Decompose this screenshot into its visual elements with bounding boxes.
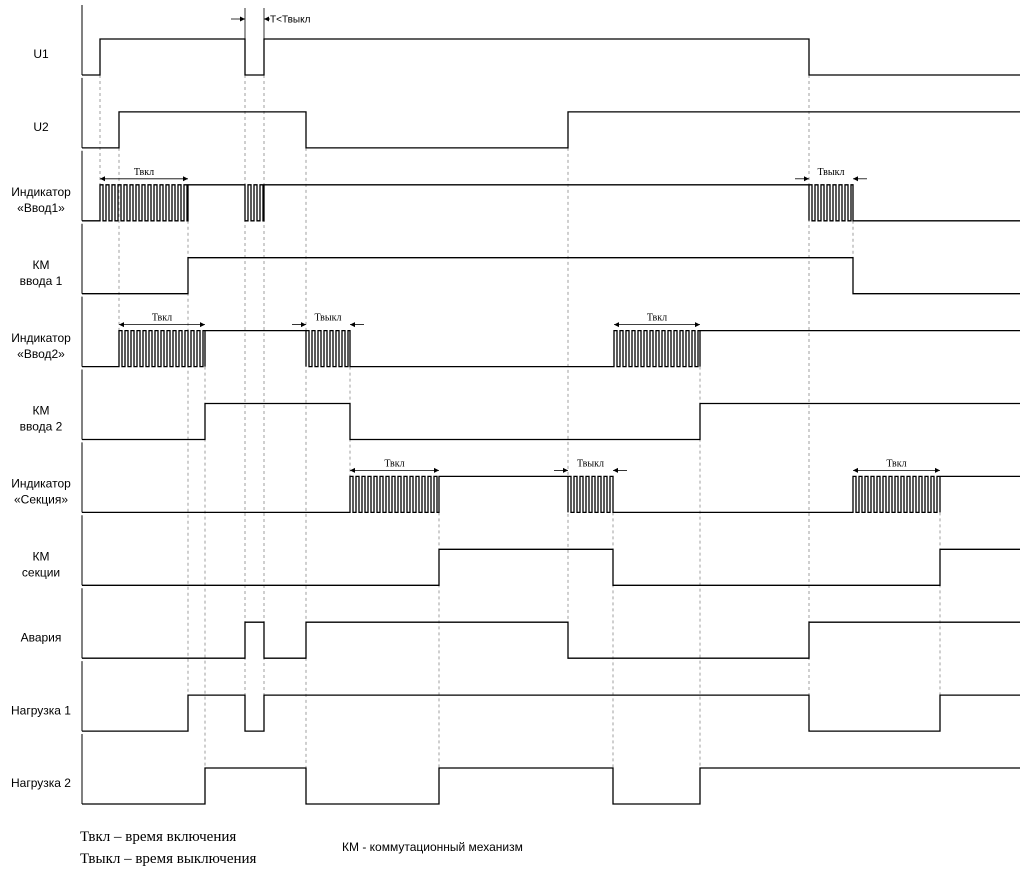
timing-annotation-2: [119, 313, 205, 328]
signal-label-line: секции: [21, 565, 61, 580]
signal-label-line: Нагрузка 2: [11, 776, 71, 791]
signal-row-8: [21, 588, 1020, 658]
timing-annotation-4: [614, 313, 700, 328]
signal-label-line: ввода 2: [19, 419, 63, 434]
arrowhead: [264, 17, 269, 22]
signal-row-6: [11, 442, 1020, 512]
signal-row-2: [11, 151, 1020, 221]
timing-annotation-label: Твыкл: [817, 166, 845, 178]
arrowhead: [614, 322, 619, 327]
timing-annotation-label: Твкл: [384, 458, 405, 470]
legend-toff: Твыкл – время выключения: [80, 851, 257, 867]
signal-label-line: «Ввод1»: [17, 200, 65, 215]
signal-row-10: [11, 734, 1020, 804]
arrowhead: [563, 468, 568, 473]
signal-label-line: Индикатор: [11, 476, 71, 491]
signal-waveform: [82, 404, 1020, 440]
signal-label-line: Индикатор: [11, 330, 71, 345]
signal-label-line: Индикатор: [11, 184, 71, 199]
signal-waveform: [82, 258, 1020, 294]
timing-annotation-1: [795, 167, 867, 182]
signal-row-9: [11, 661, 1020, 731]
arrowhead: [350, 322, 355, 327]
signal-row-3: [20, 224, 1020, 294]
signal-row-0: [33, 5, 1020, 75]
top-annotation-label: T<Твыкл: [270, 14, 311, 26]
signal-waveform: [82, 112, 1020, 148]
signal-waveform: [82, 185, 1020, 221]
arrowhead: [100, 176, 105, 181]
arrowhead: [853, 176, 858, 181]
arrowhead: [804, 176, 809, 181]
timing-annotation-label: Твыкл: [314, 312, 342, 324]
arrowhead: [613, 468, 618, 473]
signal-row-4: [11, 297, 1020, 367]
timing-annotation-3: [292, 313, 364, 328]
timing-annotation-7: [853, 458, 940, 473]
signal-waveform: [82, 39, 1020, 75]
signal-label-line: «Ввод2»: [17, 346, 65, 361]
signal-waveform: [82, 768, 1020, 804]
signal-waveform: [82, 331, 1020, 367]
signal-waveform: [82, 622, 1020, 658]
arrowhead: [119, 322, 124, 327]
signal-label-line: U2: [33, 120, 49, 135]
timing-annotation-0: [100, 167, 188, 182]
arrowhead: [200, 322, 205, 327]
timing-annotation-label: Твкл: [133, 166, 155, 178]
arrowhead: [240, 17, 245, 22]
arrowhead: [350, 468, 355, 473]
signal-label-line: КМ: [32, 257, 50, 272]
signal-rows: [11, 5, 1020, 804]
arrowhead: [935, 468, 940, 473]
legend-km-note: КМ - коммутационный механизм: [342, 840, 523, 854]
signal-label-line: U1: [33, 47, 49, 62]
signal-row-7: [22, 515, 1020, 585]
timing-annotation-5: [350, 458, 439, 473]
signal-row-1: [33, 78, 1020, 148]
signal-label-line: ввода 1: [19, 273, 63, 288]
arrowhead: [695, 322, 700, 327]
arrowhead: [183, 176, 188, 181]
signal-waveform: [82, 695, 1020, 731]
signal-waveform: [82, 549, 1020, 585]
top-annotation: [231, 8, 311, 39]
arrowhead: [301, 322, 306, 327]
legend-ton: Твкл – время включения: [80, 829, 237, 845]
arrowhead: [434, 468, 439, 473]
signal-label-line: Нагрузка 1: [11, 703, 71, 718]
signal-label-line: «Секция»: [13, 492, 69, 507]
timing-annotation-label: Твкл: [886, 458, 907, 470]
signal-label-line: Авария: [20, 630, 62, 645]
timing-annotation-6: [554, 458, 627, 473]
arrowhead: [853, 468, 858, 473]
signal-waveform: [82, 476, 1020, 512]
signal-label-line: КМ: [32, 403, 50, 418]
signal-row-5: [20, 370, 1020, 440]
signal-label-line: КМ: [32, 549, 50, 564]
timing-annotation-label: Твкл: [151, 312, 173, 324]
timing-annotation-label: Твыкл: [577, 458, 604, 470]
guide-lines: [100, 39, 940, 804]
timing-annotation-label: Твкл: [646, 312, 668, 324]
